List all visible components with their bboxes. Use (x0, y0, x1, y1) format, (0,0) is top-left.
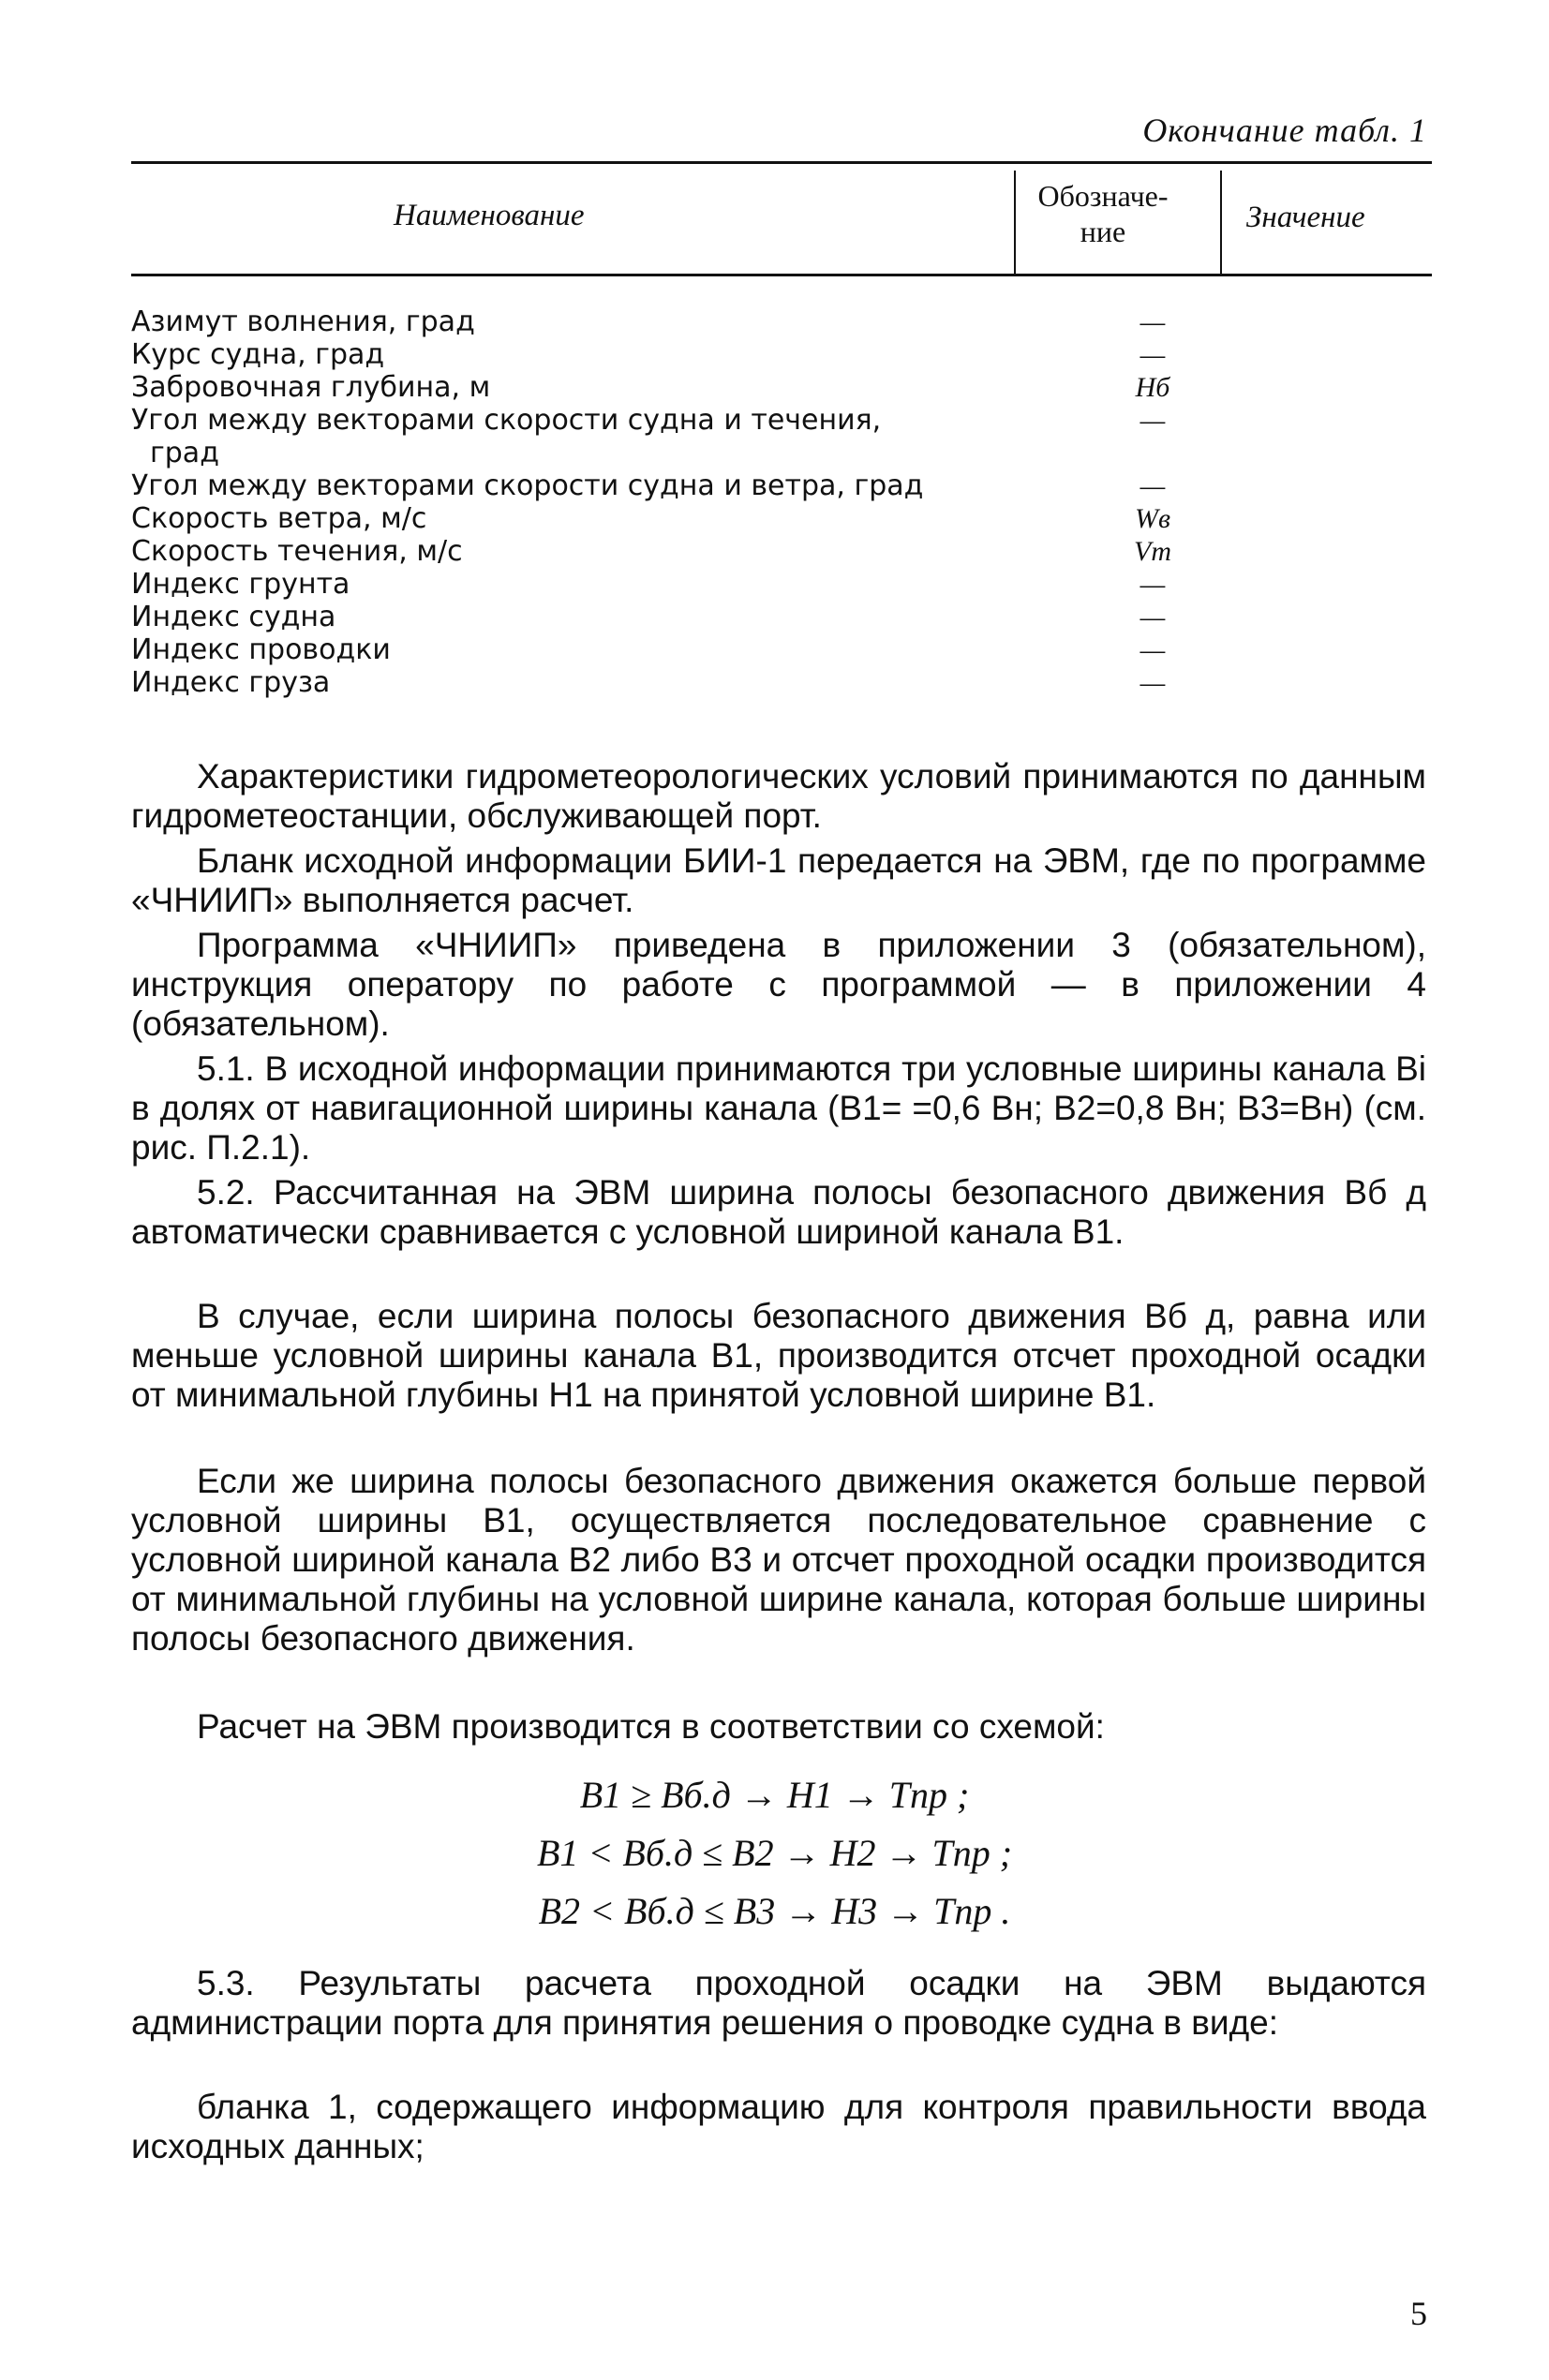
paragraph: 5.1. В исходной информации принимаются три условные ширины канала Bi в долях от навигационной ширины канала (B1= =0,6 Bн; B2=0,8 Bн; B3=Bн) (см. рис. П.2.1). (131, 1049, 1426, 1167)
table-row (131, 502, 1170, 535)
row-symbol: — (1139, 634, 1166, 665)
table-row (131, 535, 1171, 568)
table-row (131, 404, 1166, 469)
row-name: Азимут волнения, град (131, 305, 475, 338)
row-symbol: — (1139, 602, 1166, 632)
paragraph: 5.2. Рассчитанная на ЭВМ ширина полосы безопасного движения Bб д автоматически сравнивается с условной шириной канала B1. (131, 1173, 1426, 1251)
row-symbol: — (1139, 667, 1166, 698)
row-symbol: — (1139, 405, 1166, 436)
table-row (131, 601, 1166, 633)
paragraph: Бланк исходной информации БИИ-1 передается на ЭВМ, где по программе «ЧНИИП» выполняется расчет. (131, 841, 1426, 919)
header-designation-line1: Обозначе- (1037, 179, 1169, 213)
formula-line: B1 ≥ Bб.д → H1 → Tпр ; (579, 1774, 970, 1816)
paragraph: Расчет на ЭВМ производится в соответствии со схемой: (197, 1707, 1105, 1746)
table-row (131, 338, 1166, 371)
header-name: Наименование (394, 199, 585, 232)
formula-line: B2 < Bб.д ≤ B3 → H3 → Tпр . (538, 1890, 1011, 1932)
paragraph: Программа «ЧНИИП» приведена в приложении 3 (обязательном), инструкция оператору по работе с программой — в приложении 4 (обязательном). (131, 926, 1426, 1043)
row-name: Индекс проводки (131, 633, 391, 666)
row-symbol: — (1139, 339, 1166, 370)
row-name: Скорость течения, м/с (131, 535, 463, 568)
header-designation-line2: ние (1080, 215, 1126, 248)
paragraph: бланка 1, содержащего информацию для контроля правильности ввода исходных данных; (131, 2088, 1426, 2165)
table-caption: Окончание табл. 1 (1142, 112, 1427, 149)
paragraph: Характеристики гидрометеорологических условий принимаются по данным гидрометеостанции, обслуживающей порт. (131, 757, 1426, 835)
row-name: Индекс грунта (131, 568, 350, 601)
table-header-rule (131, 274, 1432, 276)
row-symbol: — (1139, 470, 1166, 501)
page-number: 5 (1410, 2295, 1427, 2332)
row-symbol: — (1139, 306, 1166, 337)
formula-line: B1 < Bб.д ≤ B2 → H2 → Tпр ; (536, 1832, 1013, 1874)
paragraph: 5.3. Результаты расчета проходной осадки на ЭВМ выдаются администрации порта для принятия решения о проводке судна в виде: (131, 1964, 1426, 2042)
table-row (131, 568, 1166, 601)
table-row (131, 633, 1166, 666)
table-row (131, 469, 1166, 502)
row-symbol: Vт (1134, 536, 1171, 567)
row-name: Скорость ветра, м/с (131, 502, 427, 535)
header-separator (1014, 171, 1016, 274)
row-symbol: Hб (1135, 372, 1170, 403)
paragraph: В случае, если ширина полосы безопасного движения Bб д, равна или меньше условной ширины канала B1, производится отсчет проходной осадки от минимальной глубины H1 на принятой условной ширине B1. (131, 1297, 1426, 1414)
row-symbol: — (1139, 569, 1166, 600)
table-body (131, 305, 1171, 699)
header-separator (1220, 171, 1222, 274)
row-name: Угол между векторами скорости судна и течения, (131, 404, 882, 437)
row-symbol: Wв (1134, 503, 1170, 534)
row-name: Угол между векторами скорости судна и ветра, град (131, 469, 924, 502)
table-top-rule (131, 161, 1432, 164)
row-name: Индекс судна (131, 601, 336, 633)
paragraph: Если же ширина полосы безопасного движения окажется больше первой условной ширины B1, осуществляется последовательное сравнение с условной шириной канала B2 либо B3 и отсчет проходной осадки производится от минимальной глубины на условной ширине канала, которая больше ширины полосы безопасного движения. (131, 1462, 1426, 1658)
header-designation (1023, 178, 1183, 249)
header-value: Значение (1246, 201, 1365, 234)
table-row (131, 371, 1170, 404)
row-name: Забровочная глубина, м (131, 371, 491, 404)
table-row (131, 666, 1166, 699)
table-row (131, 305, 1166, 338)
row-name-continuation: град (150, 437, 219, 469)
row-name: Индекс груза (131, 666, 331, 699)
row-name: Курс судна, град (131, 338, 385, 371)
